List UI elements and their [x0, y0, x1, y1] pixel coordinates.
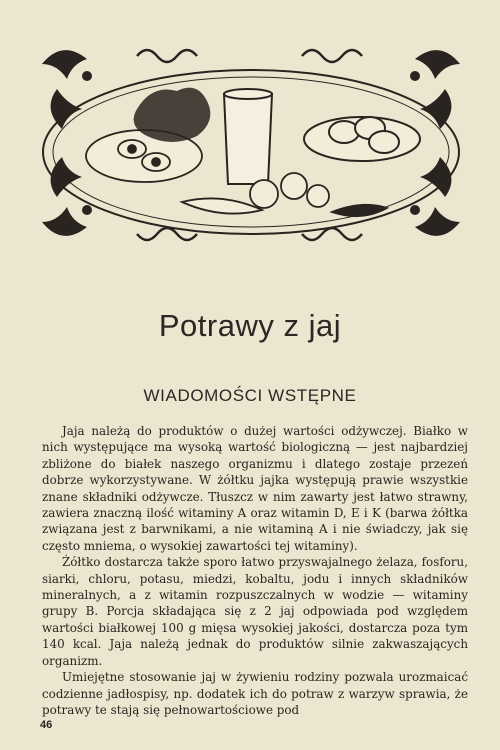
- body-text: [42, 423, 468, 718]
- ornament-top-left: [42, 50, 92, 129]
- vegetables: [182, 173, 387, 216]
- section-heading: WIADOMOŚCI WSTĘPNE: [143, 386, 357, 405]
- glass-of-milk: [224, 89, 272, 184]
- page-title: Potrawy z jaj: [158, 308, 342, 343]
- paragraph-3: Umiejętne stosowanie jaj w żywieniu rodziny pozwala urozmaicać codzienne jadłospisy, np. dodatek ich do potraw z warzyw sprawia, że potrawy te stają się pełnowartościowe pod: [42, 670, 468, 717]
- paragraph-1: Jaja należą do produktów o dużej wartości odżywczej. Białko w nich występujące ma wysoką wartość biologiczną — jest najbardziej zbliżone do białek naszego organizmu i dlatego zostaje przezeń dobrze wykorzystywane. W żółtku jajka występują prawie wszystkie znane składniki odżywcze. Tłuszcz w nim zawarty jest łatwo strawny, zawiera znaczną ilość witaminy A oraz witamin D, E i K (barwa żółtka związana jest z barwnikami, a nie witaminą A i nie świadczy, jak się często mniema, o wysokiej zawartości tej witaminy).: [42, 424, 468, 553]
- ornament-bottom-left: [42, 157, 92, 236]
- food-illustration: [32, 34, 470, 252]
- paragraph-2: Żółtko dostarcza także sporo łatwo przyswajalnego żelaza, fosforu, siarki, chloru, potasu, miedzi, kobaltu, jodu i innych składników mineralnych, a z witamin rozpuszczalnych w wodzie — witaminy grupy B. Porcja składająca się z 2 jaj odpowiada pod względem wartości białkowej 100 g mięsa wysokiej jakości, dostarcza poza tym 140 kcal. Jaja należą jednak do produktów silnie zakwaszających organizm.: [42, 555, 468, 668]
- egg-bowl-right: [304, 117, 420, 161]
- page-number: 46: [40, 719, 53, 731]
- ornament-top-right: [410, 50, 460, 129]
- lettuce: [134, 88, 211, 142]
- ornament-bottom-right: [410, 157, 460, 236]
